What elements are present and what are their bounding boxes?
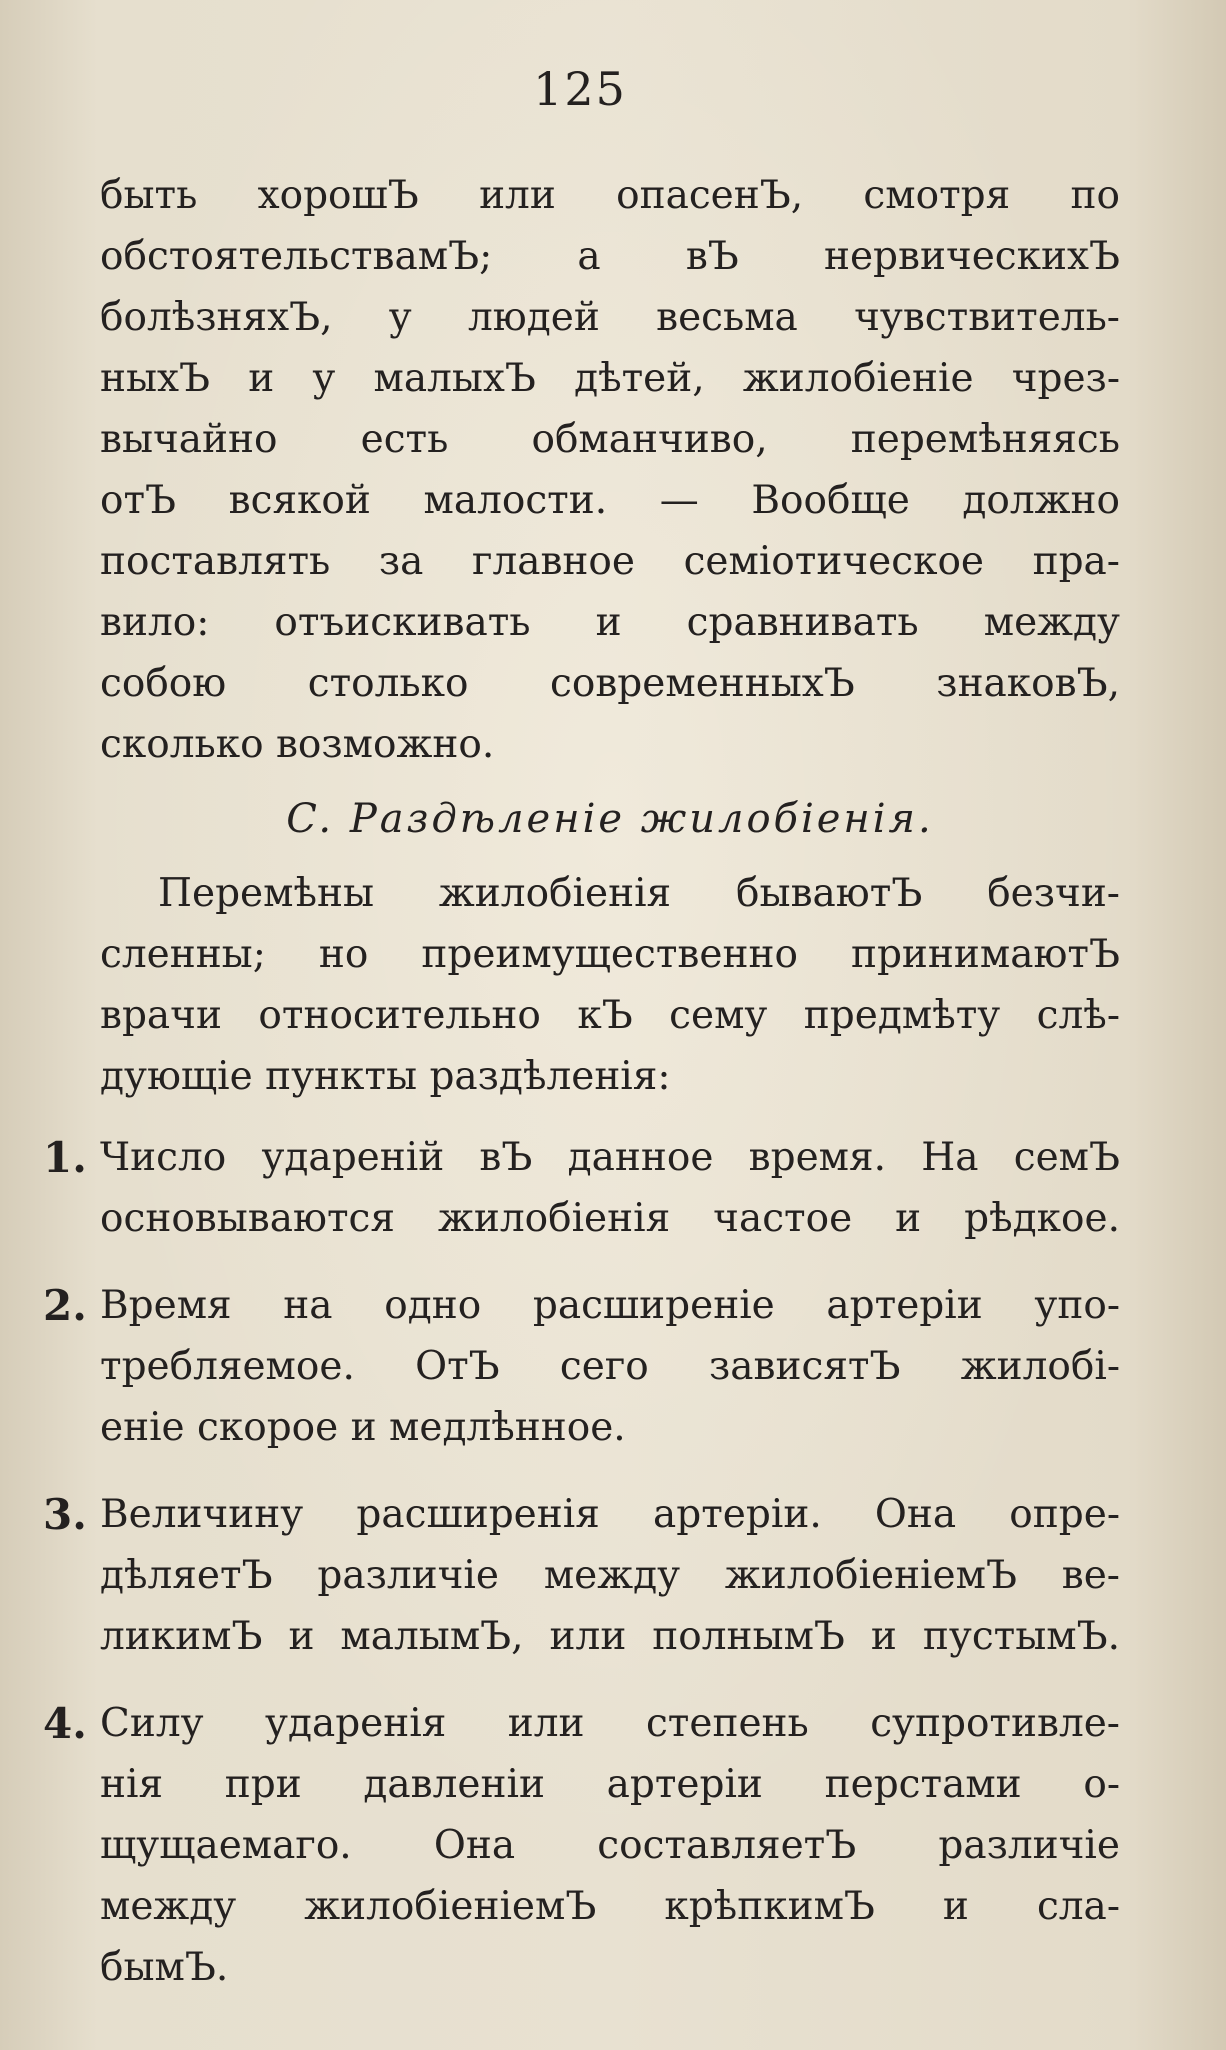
intro-paragraph: [100, 165, 1120, 775]
section-heading: C. Раздѣленіе жилобіенія.: [286, 796, 934, 842]
list-item-number: 2.: [43, 1281, 87, 1330]
list-item: [43, 1693, 1120, 1998]
text-line: щущаемаго. Она составляетЪ различіе: [100, 1823, 1120, 1868]
text-line: дующіе пункты раздѣленія:: [100, 1054, 671, 1099]
list-item-number: 3.: [43, 1490, 87, 1539]
page-content: [43, 165, 1120, 2024]
text-line: поставлять за главное семіотическое пра-: [100, 539, 1120, 584]
text-line: сленны; но преимущественно принимаютЪ: [100, 932, 1120, 977]
text-line: Число удареній вЪ данное время. На семЪ: [100, 1135, 1120, 1180]
text-line: отЪ всякой малости. — Вообще должно: [100, 478, 1120, 523]
section-paragraph: [100, 863, 1120, 1107]
text-line: Силу ударенія или степень супротивле-: [100, 1701, 1120, 1746]
text-line: ныхЪ и у малыхЪ дѣтей, жилобіеніе чрез-: [100, 356, 1120, 401]
text-line: Перемѣны жилобіенія бываютЪ безчи-: [158, 871, 1120, 916]
list-item: [43, 1127, 1120, 1249]
text-line: между жилобіеніемЪ крѣпкимЪ и сла-: [100, 1884, 1120, 1929]
text-line: требляемое. ОтЪ сего зависятЪ жилобі-: [100, 1344, 1120, 1389]
text-line: Время на одно расширеніе артеріи упо-: [100, 1283, 1120, 1328]
text-line: собою столько современныхЪ знаковЪ,: [100, 661, 1120, 706]
text-line: ликимЪ и малымЪ, или полнымЪ и пустымЪ.: [100, 1614, 1120, 1659]
list-item-number: 1.: [43, 1133, 87, 1182]
text-line: быть хорошЪ или опасенЪ, смотря по: [100, 173, 1120, 218]
list-item-number: 4.: [43, 1699, 87, 1748]
page-number: 125: [533, 62, 627, 116]
text-line: вило: отъискивать и сравнивать между: [100, 600, 1120, 645]
text-line: обстоятельствамЪ; а вЪ нервическихЪ: [100, 234, 1120, 279]
list-item: [43, 1484, 1120, 1667]
text-line: бымЪ.: [100, 1945, 229, 1990]
text-line: еніе скорое и медлѣнное.: [100, 1405, 626, 1450]
numbered-list: [43, 1127, 1120, 1998]
text-line: врачи относительно кЪ сему предмѣту слѣ-: [100, 993, 1120, 1038]
text-line: Величину расширенія артеріи. Она опре-: [100, 1492, 1120, 1537]
text-line: дѣляетЪ различіе между жилобіеніемЪ ве-: [100, 1553, 1120, 1598]
text-line: вычайно есть обманчиво, перемѣняясь: [100, 417, 1120, 462]
list-item: [43, 1275, 1120, 1458]
text-line: болѣзняхЪ, у людей весьма чувствитель-: [100, 295, 1120, 340]
text-line: основываются жилобіенія частое и рѣдкое.: [100, 1196, 1120, 1241]
text-line: сколько возможно.: [100, 722, 495, 767]
text-line: нія при давленіи артеріи перстами о-: [100, 1762, 1120, 1807]
